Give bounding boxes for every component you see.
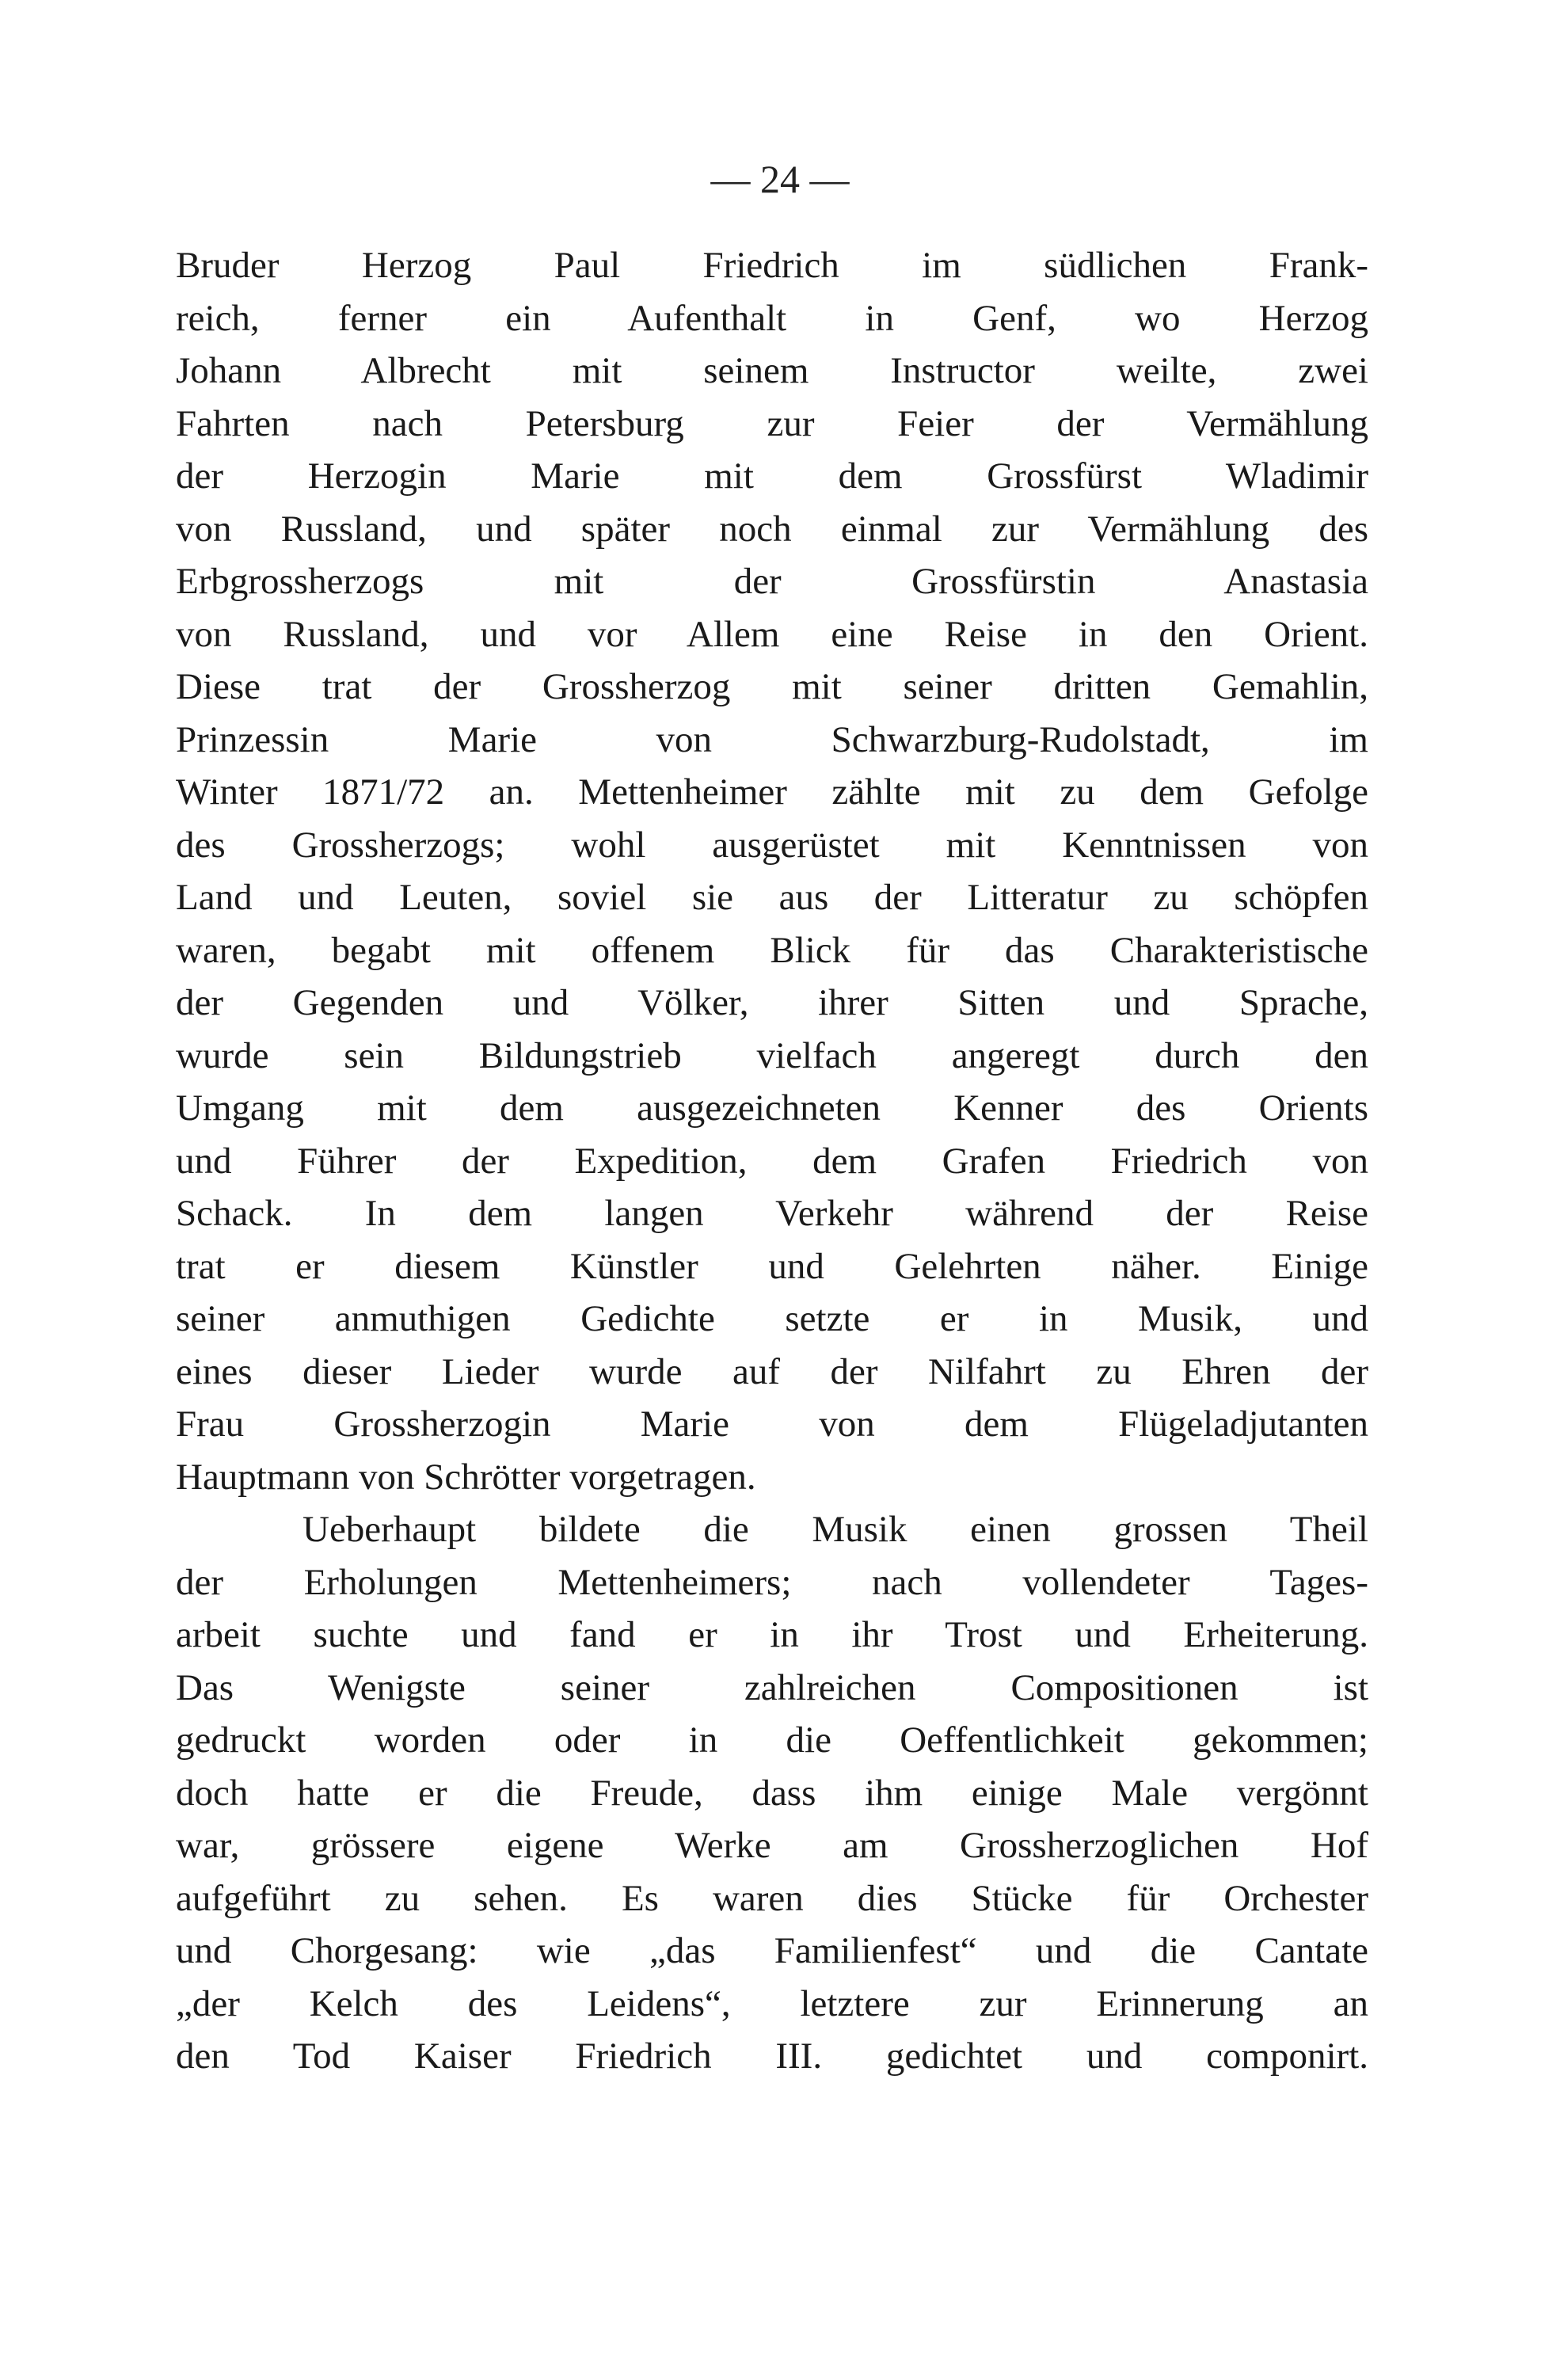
text-line: Prinzessin Marie von Schwarzburg-Rudolstadt, im <box>176 718 1368 760</box>
text-line: Johann Albrecht mit seinem Instructor weilte, zwei <box>176 350 1368 391</box>
text-line: wurde sein Bildungstrieb vielfach angeregt durch den <box>176 1034 1368 1076</box>
text-line: arbeit suchte und fand er in ihr Trost und Erheiterung. <box>176 1614 1368 1655</box>
text-line: Land und Leuten, soviel sie aus der Litteratur zu schöpfen <box>176 877 1368 918</box>
text-line: der Gegenden und Völker, ihrer Sitten und Sprache, <box>176 982 1368 1023</box>
text-line: von Russland, und vor Allem eine Reise in den Orient. <box>176 613 1368 655</box>
text-line: Das Wenigste seiner zahlreichen Compositionen ist <box>176 1666 1368 1708</box>
text-line: „der Kelch des Leidens“, letztere zur Erinnerung an <box>176 1982 1368 2024</box>
text-line: seiner anmuthigen Gedichte setzte er in Musik, und <box>176 1298 1368 1339</box>
text-line: und Chorgesang: wie „das Familienfest“ und die Cantate <box>176 1930 1368 1971</box>
page-number: — 24 — <box>710 157 850 201</box>
text-line: Diese trat der Grossherzog mit seiner dritten Gemahlin, <box>176 666 1368 707</box>
text-line: doch hatte er die Freude, dass ihm einige Male vergönnt <box>176 1772 1368 1814</box>
text-line: gedruckt worden oder in die Oeffentlichkeit gekommen; <box>176 1719 1368 1761</box>
text-line: war, grössere eigene Werke am Grossherzoglichen Hof <box>176 1825 1368 1866</box>
paragraph-first-line: Ueberhaupt bildete die Musik einen grossen Theil <box>302 1509 1368 1550</box>
text-line: Schack. In dem langen Verkehr während der Reise <box>176 1193 1368 1234</box>
text-line: waren, begabt mit offenem Blick für das Charakteristische <box>176 929 1368 971</box>
text-line: von Russland, und später noch einmal zur Vermählung des <box>176 508 1368 550</box>
body-text <box>176 239 1368 2083</box>
text-line: Erbgrossherzogs mit der Grossfürstin Anastasia <box>176 561 1368 602</box>
text-line: Winter 1871/72 an. Mettenheimer zählte mit zu dem Gefolge <box>176 771 1368 813</box>
text-line: reich, ferner ein Aufenthalt in Genf, wo Herzog <box>176 297 1368 339</box>
paragraph-last-line: Hauptmann von Schrötter vorgetragen. <box>176 1456 756 1498</box>
text-line: Umgang mit dem ausgezeichneten Kenner des Orients <box>176 1087 1368 1129</box>
text-line: aufgeführt zu sehen. Es waren dies Stücke für Orchester <box>176 1877 1368 1919</box>
text-line: Bruder Herzog Paul Friedrich im südlichen Frank- <box>176 245 1368 286</box>
text-line: eines dieser Lieder wurde auf der Nilfahrt zu Ehren der <box>176 1350 1368 1392</box>
text-line: der Herzogin Marie mit dem Grossfürst Wladimir <box>176 455 1368 497</box>
text-line: der Erholungen Mettenheimers; nach vollendeter Tages- <box>176 1561 1368 1603</box>
text-line: trat er diesem Künstler und Gelehrten näher. Einige <box>176 1245 1368 1287</box>
text-line: Frau Grossherzogin Marie von dem Flügeladjutanten <box>176 1403 1368 1445</box>
text-line: des Grossherzogs; wohl ausgerüstet mit Kenntnissen von <box>176 824 1368 866</box>
text-line: den Tod Kaiser Friedrich III. gedichtet und componirt. <box>176 2035 1368 2077</box>
text-line: und Führer der Expedition, dem Grafen Friedrich von <box>176 1140 1368 1182</box>
text-line: Fahrten nach Petersburg zur Feier der Vermählung <box>176 402 1368 444</box>
